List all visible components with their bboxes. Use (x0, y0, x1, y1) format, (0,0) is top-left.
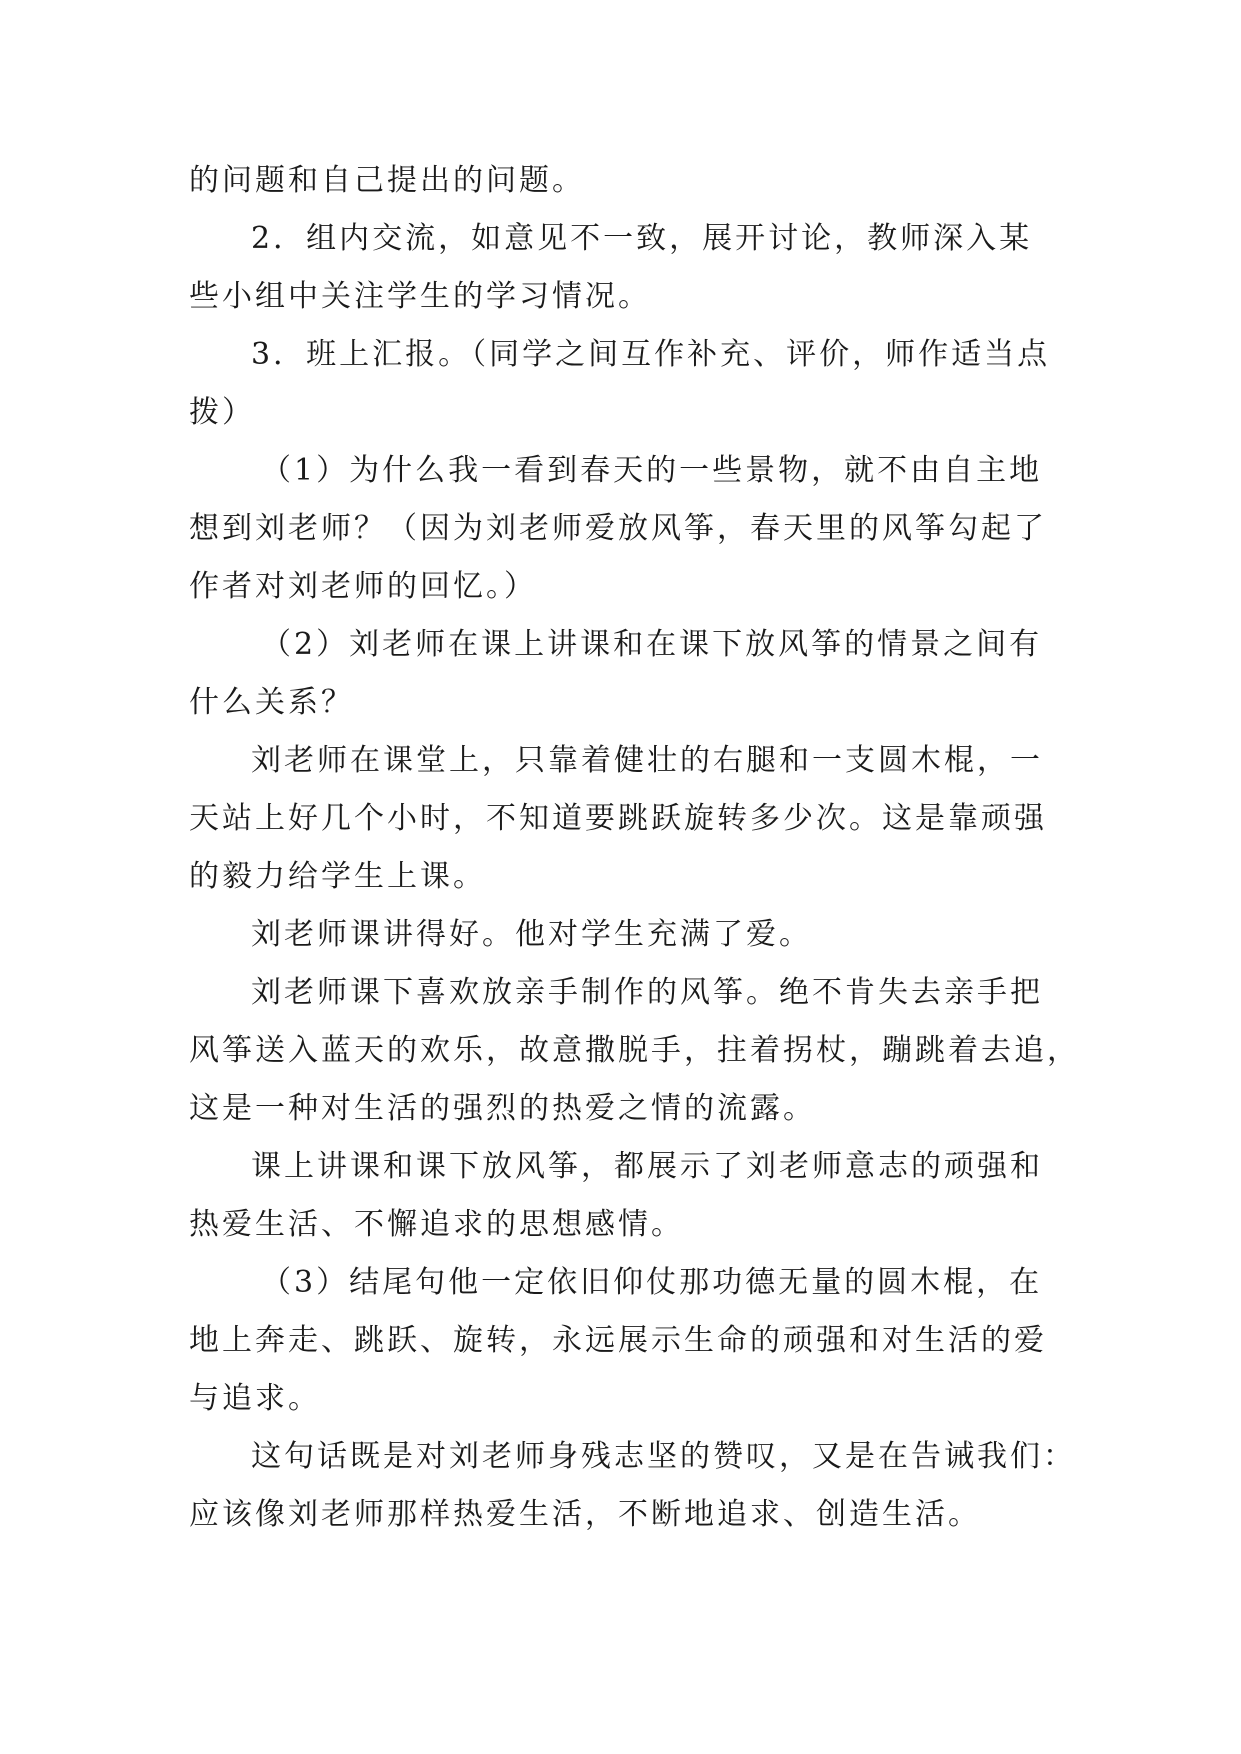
text-line: 课上讲课和课下放风筝，都展示了刘老师意志的顽强和 (251, 1149, 1043, 1184)
text-line: 的毅力给学生上课。 (189, 859, 486, 894)
text-line: 拨） (189, 395, 255, 430)
text-line: 的问题和自己提出的问题。 (189, 163, 585, 198)
text-line: 些小组中关注学生的学习情况。 (189, 279, 651, 314)
text-line: 这句话既是对刘老师身残志坚的赞叹，又是在告诫我们： (251, 1439, 1076, 1474)
text-line: 天站上好几个小时，不知道要跳跃旋转多少次。这是靠顽强 (189, 801, 1047, 836)
text-line: 应该像刘老师那样热爱生活，不断地追求、创造生活。 (189, 1497, 981, 1532)
text-line: 刘老师课讲得好。他对学生充满了爱。 (251, 917, 812, 952)
text-line: 热爱生活、不懈追求的思想感情。 (189, 1207, 684, 1242)
text-line: 想到刘老师？（因为刘老师爱放风筝，春天里的风筝勾起了 (189, 511, 1047, 546)
document-body (189, 152, 1080, 1544)
text-line: 作者对刘老师的回忆。） (189, 569, 537, 604)
text-line: （1）为什么我一看到春天的一些景物，就不由自主地 (261, 453, 1043, 488)
text-line: 刘老师课下喜欢放亲手制作的风筝。绝不肯失去亲手把 (251, 975, 1043, 1010)
text-line: 2．组内交流，如意见不一致，展开讨论，教师深入某 (251, 221, 1033, 256)
text-line: 风筝送入蓝天的欢乐，故意撒脱手，拄着拐杖，蹦跳着去追， (189, 1033, 1080, 1068)
text-line: 3．班上汇报。（同学之间互作补充、评价，师作适当点 (251, 337, 1051, 372)
text-line: （2）刘老师在课上讲课和在课下放风筝的情景之间有 (261, 627, 1043, 662)
text-line: （3）结尾句他一定依旧仰仗那功德无量的圆木棍，在 (261, 1265, 1043, 1300)
text-line: 这是一种对生活的强烈的热爱之情的流露。 (189, 1091, 816, 1126)
text-line: 刘老师在课堂上，只靠着健壮的右腿和一支圆木棍，一 (251, 743, 1043, 778)
text-line: 什么关系？ (189, 685, 354, 720)
text-line: 与追求。 (189, 1381, 321, 1416)
text-line: 地上奔走、跳跃、旋转，永远展示生命的顽强和对生活的爱 (189, 1323, 1047, 1358)
